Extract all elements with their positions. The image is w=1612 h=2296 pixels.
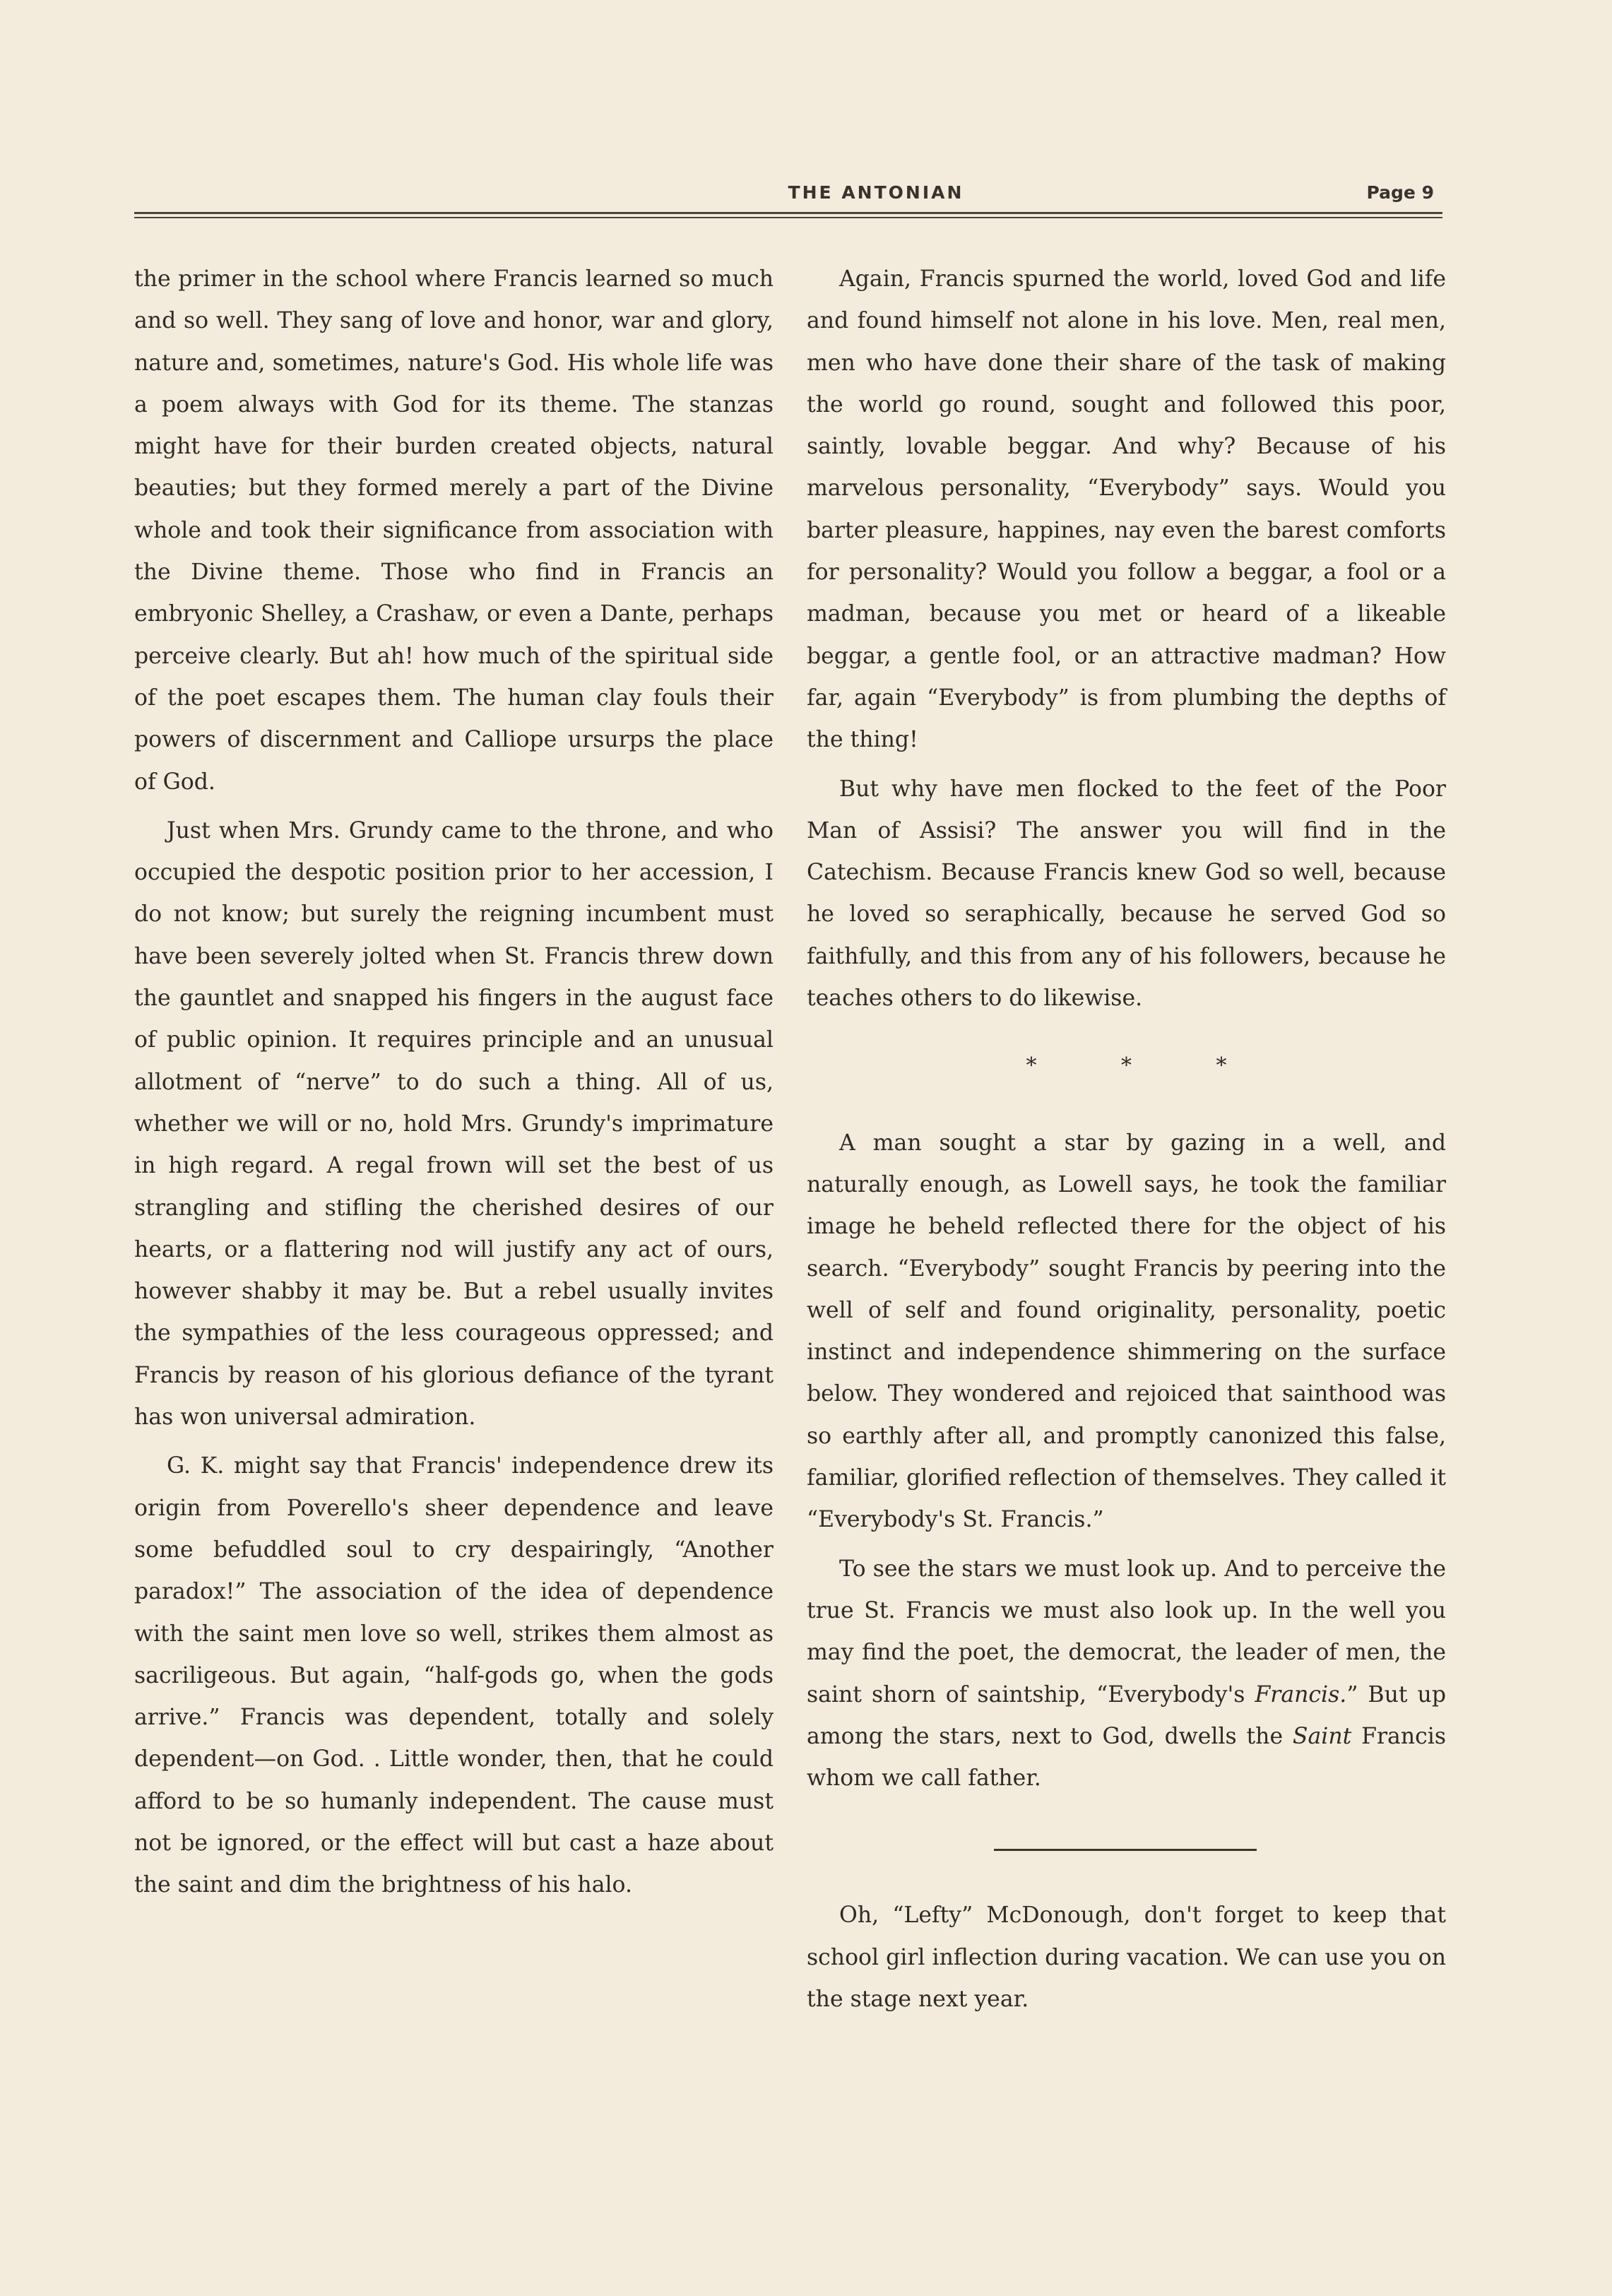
paragraph: the primer in the school where Francis learned so much and so well. They sang of love and honor, war and glory, nature and, sometimes, nature's God. His whole life was a poem always with God for its theme. The stanzas might have for their burden created objects, natural beauties; but they formed merely a part of the Divine whole and took their significance from association with the Divine theme. Those who find in Francis an embryonic Shelley, a Crashaw, or even a Dante, perhaps perceive clearly. But ah! how much of the spiritual side of the poet escapes them. The human clay fouls their powers of discernment and Calliope ursurps the place of God. <box>134 266 774 795</box>
header-rule-top <box>134 212 1442 214</box>
paragraph: Just when Mrs. Grundy came to the throne, and who occupied the despotic position prior to her accession, I do not know; but surely the reigning incumbent must have been severely jolted when St. Francis threw down the gauntlet and snapped his fingers in the august face of public opinion. It requires principle and an unusual allotment of “nerve” to do such a thing. All of us, whether we will or no, hold Mrs. Grundy's imprimature in high regard. A regal frown will set the best of us strangling and stifling the cherished desires of our hearts, or a flattering nod will justify any act of ours, however shabby it may be. But a rebel usually invites the sympathies of the less courageous oppressed; and Francis by reason of his glorious defiance of the tyrant has won universal admiration. <box>134 817 774 1431</box>
right-column <box>807 259 1446 2020</box>
running-header <box>134 182 1441 213</box>
paragraph: To see the stars we must look up. And to perceive the true St. Francis we must also look up. In the well you may find the poet, the democrat, the leader of men, the saint shorn of saintship, “Everybody's Francis.” But up among the stars, next to God, dwells the Saint Francis whom we call father. <box>807 1556 1446 1792</box>
divider-rule <box>994 1849 1257 1851</box>
paragraph: G. K. might say that Francis' independence drew its origin from Poverello's sheer dependence and leave some befuddled soul to cry despairingly, “Another paradox!” The association of the idea of dependence with the saint men love so well, strikes them almost as sacriligeous. But again, “half-gods go, when the gods arrive.” Francis was dependent, totally and solely dependent—on God. . Little wonder, then, that he could afford to be so humanly independent. The cause must not be ignored, or the effect will but cast a haze about the saint and dim the brightness of his halo. <box>134 1453 774 1898</box>
paragraph: Oh, “Lefty” McDonough, don't forget to keep that school girl inflection during vacation. We can use you on the stage next year. <box>807 1903 1446 2012</box>
paragraph: But why have men flocked to the feet of the Poor Man of Assisi? The answer you will find in the Catechism. Because Francis knew God so well, because he loved so seraphically, because he served God so faithfully, and this from any of his followers, because he teaches others to do likewise. <box>807 776 1446 1012</box>
page-number: Page 9 <box>1366 182 1434 203</box>
paragraph: A man sought a star by gazing in a well, and naturally enough, as Lowell says, he took the familiar image he beheld reflected there for the object of his search. “Everybody” sought Francis by peering into the well of self and found originality, personality, poetic instinct and independence shimmering on the surface below. They wondered and rejoiced that sainthood was so earthly after all, and promptly canonized this false, familiar, glorified reflection of themselves. They called it “Everybody's St. Francis.” <box>807 1130 1446 1533</box>
publication-title: THE ANTONIAN <box>788 182 964 203</box>
header-rule-bottom <box>134 217 1442 218</box>
left-column <box>134 259 774 1907</box>
paragraph: Again, Francis spurned the world, loved God and life and found himself not alone in his love. Men, real men, men who have done their share of the task of making the world go round, sought and followed this poor, saintly, lovable beggar. And why? Because of his marvelous personality, “Everybody” says. Would you barter pleasure, happines, nay even the barest comforts for personality? Would you follow a beggar, a fool or a madman, because you met or heard of a likeable beggar, a gentle fool, or an attractive madman? How far, again “Everybody” is from plumbing the depths of the thing! <box>807 266 1446 753</box>
section-break: * * * <box>1026 1053 1266 1079</box>
